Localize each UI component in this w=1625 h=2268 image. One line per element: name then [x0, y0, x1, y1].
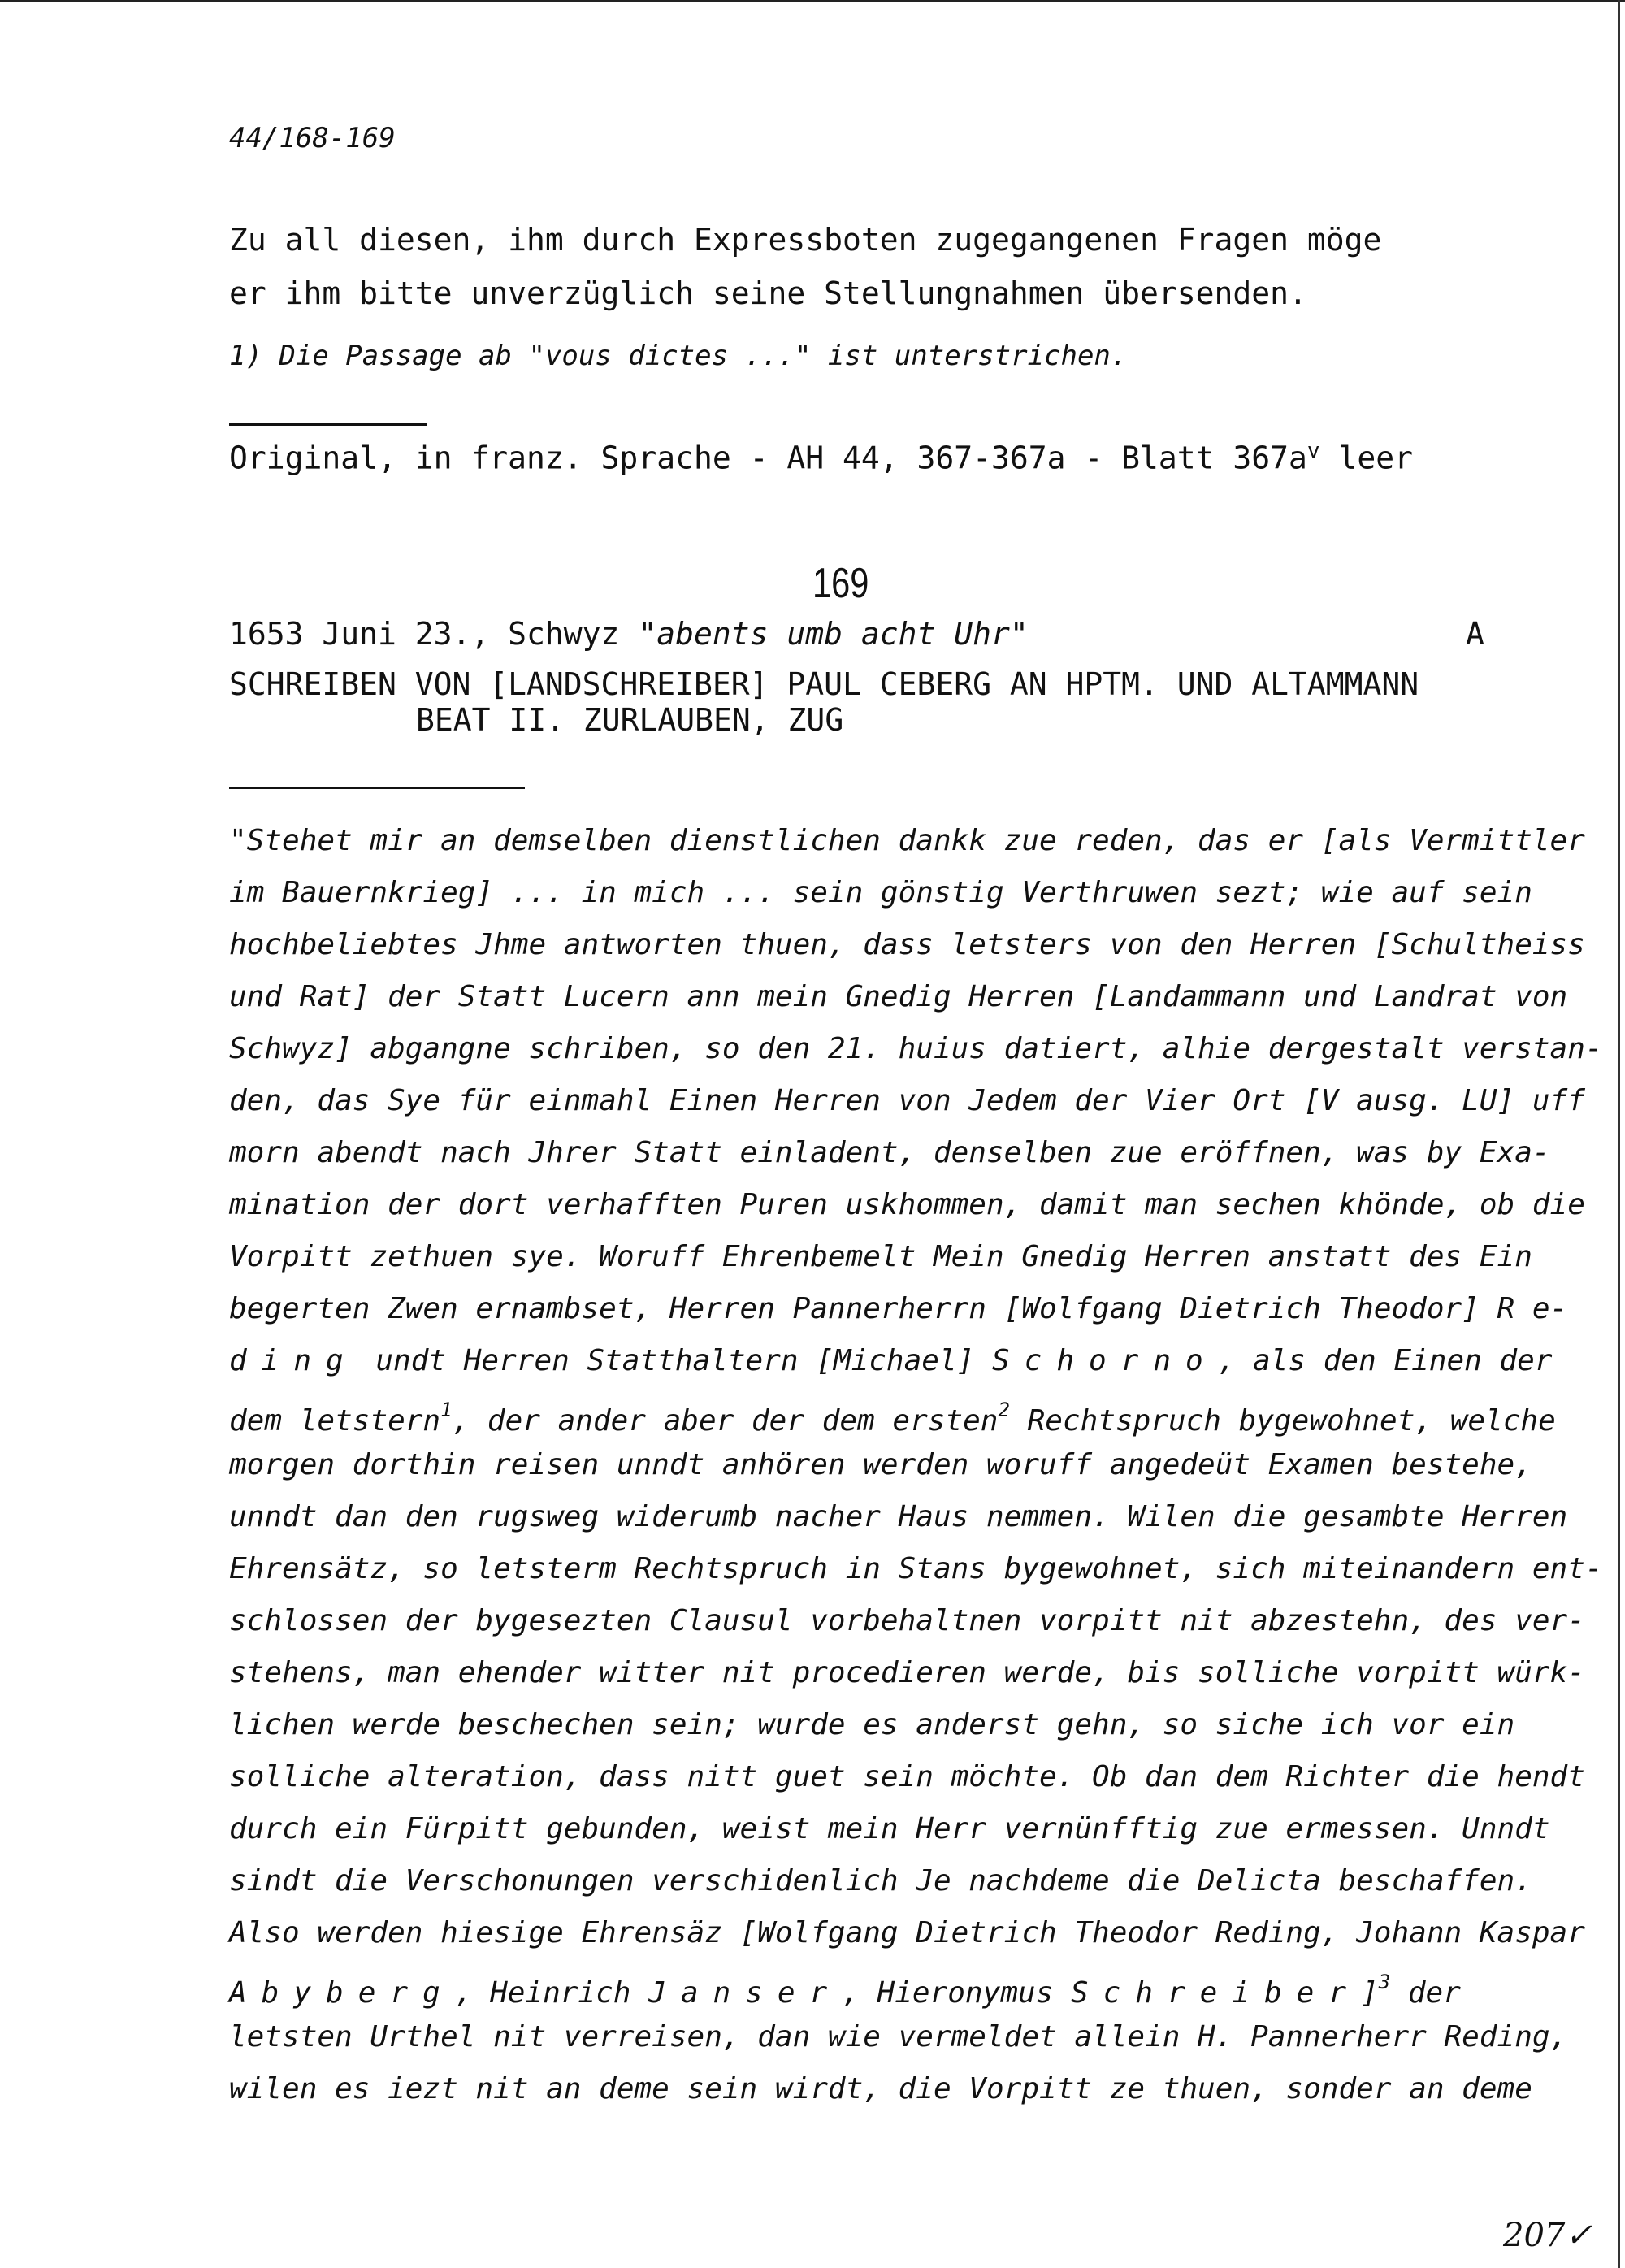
body-text: , der ander aber der dem ersten	[452, 1404, 999, 1438]
spaced-name: Schorno	[991, 1344, 1218, 1377]
body-line: Vorpitt zethuen sye. Woruff Ehrenbemelt Mein Gnedig Herren anstatt des Ein	[229, 1240, 1532, 1273]
body-line: wilen es iezt nit an deme sein wirdt, die Vorpitt ze thuen, sonder an deme	[229, 2072, 1532, 2105]
document-title-line: SCHREIBEN VON [LANDSCHREIBER] PAUL CEBERG AN HPTM. UND ALTAMMANN	[229, 666, 1419, 702]
body-text: der	[1390, 1976, 1461, 2010]
body-line: durch ein Fürpitt gebunden, weist mein Herr vernünfftig zue ermessen. Unndt	[229, 1812, 1550, 1845]
body-line: Schwyz] abgangne schriben, so den 21. huius datiert, alhie dergestalt verstan-	[229, 1032, 1603, 1065]
body-line: schlossen der bygesezten Clausul vorbehaltnen vorpitt nit abzestehn, des ver-	[229, 1604, 1585, 1637]
body-line: und Rat] der Statt Lucern ann mein Gnedig Herren [Landammann und Landrat von	[229, 980, 1568, 1013]
page-right-edge	[1618, 0, 1620, 2268]
body-line	[229, 1387, 1556, 1439]
body-line: lichen werde beschechen sein; wurde es anderst gehn, so siche ich vor ein	[229, 1708, 1515, 1741]
body-text: , Heinrich	[454, 1976, 649, 2010]
body-text: undt Herren Statthaltern [Michael]	[358, 1344, 992, 1377]
spaced-name: Janser	[648, 1976, 843, 2010]
previous-footnote: 1) Die Passage ab "vous dictes ..." ist unterstrichen.	[229, 340, 1128, 372]
body-line: morn abendt nach Jhrer Statt einladent, denselben zue eröffnen, was by Exa-	[229, 1136, 1550, 1169]
body-line	[229, 1959, 1497, 2011]
body-line: morgen dorthin reisen unndt anhören werden woruff angedeüt Examen bestehe,	[229, 1448, 1532, 1481]
title-separator-rule	[229, 787, 525, 789]
footnote-marker: 3	[1378, 1971, 1391, 1993]
previous-document-text	[229, 213, 1381, 320]
spaced-name: Abyberg	[229, 1976, 455, 2010]
body-text: Rechtspruch bygewohnet, welche	[1009, 1404, 1556, 1438]
body-line: hochbeliebtes Jhme antworten thuen, dass letsters von den Herren [Schultheiss	[229, 928, 1585, 961]
document-body	[229, 815, 1603, 2115]
body-line: "Stehet mir an demselben dienstlichen dankk zue reden, das er [als Vermittler	[229, 824, 1585, 857]
body-line: Ehrensätz, so letsterm Rechtspruch in Stans bygewohnet, sich miteinandern ent-	[229, 1552, 1603, 1585]
body-line: Also werden hiesige Ehrensäz [Wolfgang Dietrich Theodor Reding, Johann Kaspar	[229, 1916, 1585, 1949]
grade-letter: A	[1466, 616, 1484, 652]
body-text: , Hieronymus	[842, 1976, 1071, 2010]
document-number: 169	[812, 560, 869, 607]
body-line: begerten Zwen ernambset, Herren Pannerherrn [Wolfgang Dietrich Theodor] R e-	[229, 1292, 1568, 1325]
date-place: 1653 Juni 23., Schwyz	[229, 616, 639, 652]
footnote-marker: 2	[998, 1399, 1010, 1421]
body-text: ]	[1361, 1976, 1379, 2010]
footnote-separator-rule	[229, 423, 427, 426]
original-source-note	[229, 439, 1413, 476]
handwritten-page-mark: 207✓	[1503, 2217, 1592, 2254]
body-line: im Bauernkrieg] ... in mich ... sein gönstig Verthruwen sezt; wie auf sein	[229, 876, 1532, 909]
body-line: stehens, man ehender witter nit procedieren werde, bis solliche vorpitt würk-	[229, 1656, 1585, 1689]
footnote-marker: 1	[440, 1399, 453, 1421]
body-line: mination der dort verhafften Puren uskhommen, damit man sechen khönde, ob die	[229, 1188, 1585, 1221]
document-title-line: BEAT II. ZURLAUBEN, ZUG	[416, 702, 844, 738]
spaced-name: Schreiber	[1070, 1976, 1362, 2010]
body-line: unndt dan den rugsweg widerumb nacher Haus nemmen. Wilen die gesambte Herren	[229, 1500, 1568, 1533]
body-line: letsten Urthel nit verreisen, dan wie vermeldet allein H. Pannerherr Reding,	[229, 2020, 1568, 2053]
dateline	[229, 616, 1484, 652]
body-line: sindt die Verschonungen verschidenlich Je nachdeme die Delicta beschaffen.	[229, 1864, 1532, 1897]
page-top-edge	[0, 0, 1625, 2]
original-note-tail: leer	[1320, 440, 1413, 476]
original-note-text: Original, in franz. Sprache - AH 44, 367-367a - Blatt 367a	[229, 440, 1307, 476]
body-text: , als den Einen der	[1217, 1344, 1553, 1377]
page-reference: 44/168-169	[229, 122, 396, 154]
previous-text-line: Zu all diesen, ihm durch Expressboten zugegangenen Fragen möge	[229, 222, 1382, 258]
time-quote: "abents umb acht Uhr"	[638, 616, 1029, 652]
previous-text-line: er ihm bitte unverzüglich seine Stellungnahmen übersenden.	[229, 275, 1307, 311]
body-line: den, das Sye für einmahl Einen Herren von Jedem der Vier Ort [V ausg. LU] uff	[229, 1084, 1585, 1117]
spaced-name: ding	[229, 1344, 358, 1377]
body-line	[229, 1335, 1553, 1387]
body-line: solliche alteration, dass nitt guet sein möchte. Ob dan dem Richter die hendt	[229, 1760, 1585, 1793]
body-text: dem letstern	[229, 1404, 441, 1438]
original-note-verso: v	[1306, 439, 1320, 463]
